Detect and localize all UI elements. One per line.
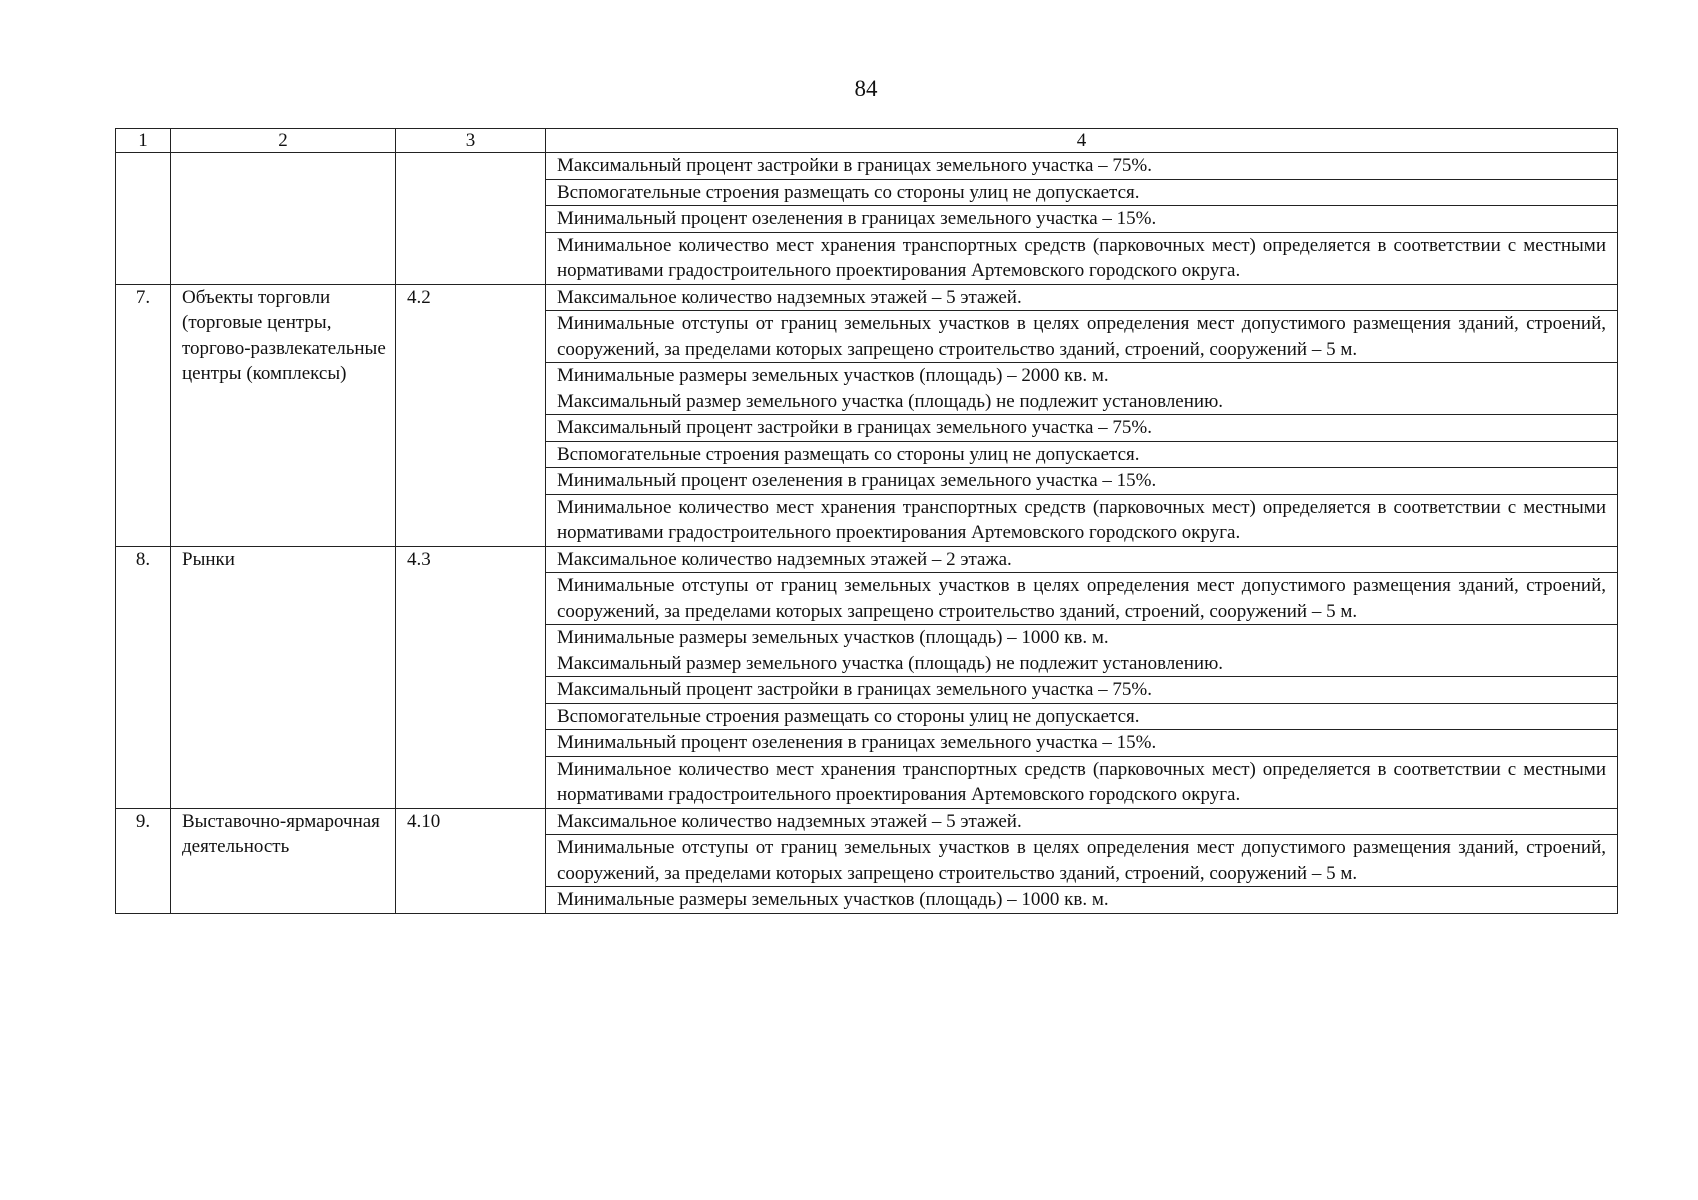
parameters-cell — [546, 546, 1618, 808]
row-number: 7. — [116, 284, 171, 546]
parameter-text: Минимальные отступы от границ земельных участков в целях определения мест допустимого размещения зданий, строений, сооружений, за пределами которых запрещено строительство зданий, строений, сооружений – 5 м. — [546, 311, 1617, 363]
parameter-row — [546, 415, 1617, 442]
parameter-text: Минимальные размеры земельных участков (площадь) – 2000 кв. м. Максимальный размер земельного участка (площадь) не подлежит установлению. — [546, 363, 1617, 415]
use-code: 4.3 — [396, 546, 546, 808]
parameters-list — [546, 285, 1617, 546]
table-row — [116, 153, 1618, 285]
parameter-text: Минимальное количество мест хранения транспортных средств (парковочных мест) определяется в соответствии с местными нормативами градостроительного проектирования Артемовского городского округа. — [546, 232, 1617, 284]
parameter-row — [546, 206, 1617, 233]
parameter-row — [546, 730, 1617, 757]
parameter-row — [546, 494, 1617, 546]
parameters-cell — [546, 284, 1618, 546]
table-row — [116, 284, 1618, 546]
parameter-text: Максимальное количество надземных этажей – 5 этажей. — [557, 286, 1022, 308]
use-code: 4.2 — [396, 284, 546, 546]
use-code — [396, 153, 546, 285]
object-type-name: Объекты торговли (торговые центры, торгово-развлекательные центры (комплексы) — [171, 284, 396, 546]
parameter-text: Минимальный процент озеленения в границах земельного участка – 15%. — [546, 206, 1617, 233]
parameter-text: Максимальное количество надземных этажей – 5 этажей. — [557, 810, 1022, 832]
parameters-cell — [546, 808, 1618, 913]
parameter-text: Минимальный процент озеленения в границах земельного участка – 15%. — [546, 468, 1617, 495]
parameter-text: Минимальное количество мест хранения транспортных средств (парковочных мест) определяется в соответствии с местными нормативами градостроительного проектирования Артемовского городского округа. — [546, 494, 1617, 546]
parameter-text: Минимальный процент озеленения в границах земельного участка – 15%. — [546, 730, 1617, 757]
table-row — [116, 808, 1618, 913]
header-cell-2: 2 — [171, 129, 396, 153]
table-header-row — [116, 129, 1618, 153]
parameter-row — [546, 468, 1617, 495]
parameter-text: Максимальный процент застройки в границах земельного участка – 75%. — [546, 415, 1617, 442]
row-number — [116, 153, 171, 285]
parameter-row — [546, 703, 1617, 730]
parameter-row — [546, 363, 1617, 415]
parameter-text: Минимальные отступы от границ земельных участков в целях определения мест допустимого размещения зданий, строений, сооружений, за пределами которых запрещено строительство зданий, строений, сооружений – 5 м. — [546, 573, 1617, 625]
parameter-row — [546, 625, 1617, 677]
parameter-row — [546, 179, 1617, 206]
table-row — [116, 546, 1618, 808]
parameters-list — [546, 153, 1617, 284]
object-type-name: Рынки — [171, 546, 396, 808]
header-cell-4: 4 — [546, 129, 1618, 153]
parameter-row — [546, 887, 1617, 913]
parameter-text: Максимальное количество надземных этажей – 2 этажа. — [557, 548, 1012, 570]
header-cell-3: 3 — [396, 129, 546, 153]
parameter-row — [546, 311, 1617, 363]
parameters-cell — [546, 153, 1618, 285]
parameter-row — [546, 285, 1617, 311]
parameter-row — [546, 756, 1617, 808]
parameter-row — [546, 835, 1617, 887]
parameter-text: Вспомогательные строения размещать со стороны улиц не допускается. — [546, 441, 1617, 468]
parameter-row — [546, 809, 1617, 835]
page-number: 84 — [854, 76, 878, 101]
parameter-text: Минимальные размеры земельных участков (площадь) – 1000 кв. м. Максимальный размер земельного участка (площадь) не подлежит установлению. — [546, 625, 1617, 677]
object-type-name — [171, 153, 396, 285]
parameter-row — [546, 232, 1617, 284]
parameter-text: Максимальный процент застройки в границах земельного участка – 75%. — [546, 677, 1617, 704]
parameter-row — [546, 547, 1617, 573]
parameter-text: Вспомогательные строения размещать со стороны улиц не допускается. — [546, 703, 1617, 730]
regulations-table — [115, 128, 1618, 914]
use-code: 4.10 — [396, 808, 546, 913]
parameter-row — [546, 153, 1617, 179]
parameter-row — [546, 677, 1617, 704]
parameter-row — [546, 573, 1617, 625]
parameters-list — [546, 809, 1617, 913]
row-number: 9. — [116, 808, 171, 913]
object-type-name: Выставочно-ярмарочная деятельность — [171, 808, 396, 913]
parameter-text: Вспомогательные строения размещать со стороны улиц не допускается. — [546, 179, 1617, 206]
parameter-text: Минимальные размеры земельных участков (площадь) – 1000 кв. м. — [546, 887, 1617, 913]
parameter-text: Минимальные отступы от границ земельных участков в целях определения мест допустимого размещения зданий, строений, сооружений, за пределами которых запрещено строительство зданий, строений, сооружений – 5 м. — [546, 835, 1617, 887]
row-number: 8. — [116, 546, 171, 808]
parameters-list — [546, 547, 1617, 808]
header-cell-1: 1 — [116, 129, 171, 153]
parameter-text: Минимальное количество мест хранения транспортных средств (парковочных мест) определяется в соответствии с местными нормативами градостроительного проектирования Артемовского городского округа. — [546, 756, 1617, 808]
parameter-row — [546, 441, 1617, 468]
parameter-text: Максимальный процент застройки в границах земельного участка – 75%. — [557, 155, 1152, 176]
